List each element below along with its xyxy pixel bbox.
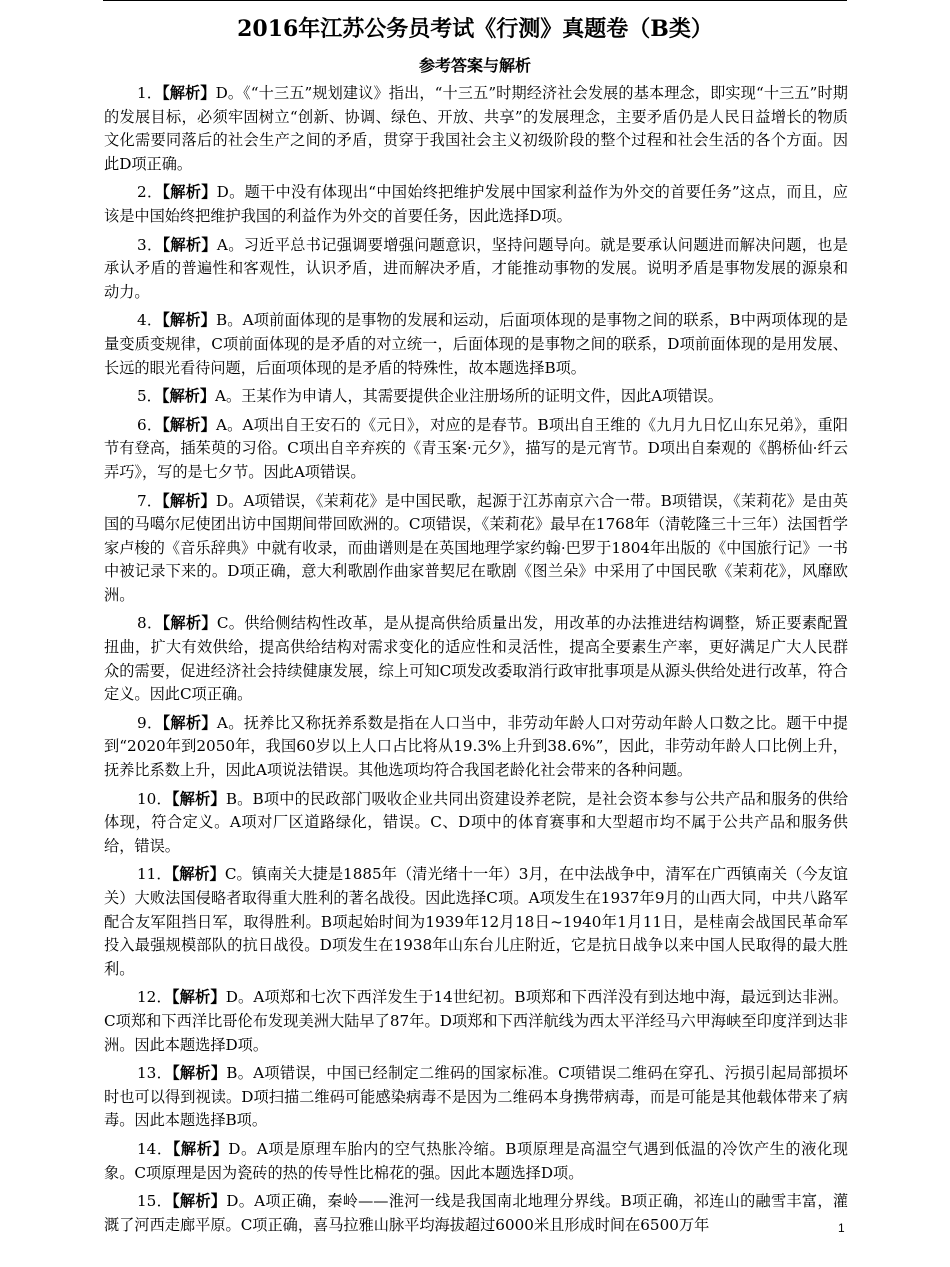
answer-item	[104, 82, 848, 176]
item-tag: 【解析】	[171, 789, 226, 808]
item-tag: 【解析】	[171, 865, 225, 884]
answer-item	[104, 234, 848, 305]
item-text: C。镇南关大捷是1885年（清光绪十一年）3月，在中法战争中，清军在广西镇南关（今友谊关）大败法国侵略者取得重大胜利的著名战役。因此选择C项。A项发生在1937年9月的山西大同，中共八路军配合友军阻挡日军，取得胜利。B项起始时间为1939年12月18日~1940年1月11日，是桂南会战国民革命军投入最强规模部队的抗日战役。D项发生在1938年山东台儿庄附近，它是抗日战争以来中国人民取得的最大胜利。	[104, 865, 848, 978]
item-tag: 【解析】	[172, 1192, 227, 1211]
document-subtitle: 参考答案与解析	[418, 56, 531, 75]
answer-item	[104, 788, 848, 859]
item-text: D。A项错误，《茉莉花》是中国民歌，起源于江苏南京六合一带。B项错误，《茉莉花》是由英国的马噶尔尼使团出访中国期间带回欧洲的。C项错误，《茉莉花》最早在1768年（清乾隆三十三年）法国哲学家卢梭的《音乐辞典》中就有收录，而曲谱则是在英国地理学家约翰·巴罗于1804年出版的《中国旅行记》一书中被记录下来的。D项正确，意大利歌剧作曲家普契尼在歌剧《图兰朵》中采用了中国民歌《茉莉花》，风靡欧洲。	[104, 491, 848, 604]
answer-item	[104, 1062, 848, 1133]
item-tag: 【解析】	[172, 1139, 229, 1158]
item-tag: 【解析】	[171, 988, 226, 1007]
answer-item	[104, 1138, 848, 1185]
item-number: 12．	[137, 988, 172, 1007]
answer-item	[104, 612, 848, 706]
item-number: 14．	[137, 1139, 173, 1158]
item-tag: 【解析】	[161, 387, 216, 406]
item-text: B。A项前面体现的是事物的发展和运动，后面项体现的是事物之间的联系，B中两项体现的是量变质变规律，C项前面体现的是矛盾的对立统一，后面体现的是事物之间的联系，D项前面体现的是用发展、长远的眼光看待问题，后面项体现的是矛盾的特殊性，故本题选择B项。	[104, 311, 848, 377]
item-number: 3．	[137, 235, 163, 254]
answer-item	[104, 712, 848, 783]
item-text: D。A项郑和七次下西洋发生于14世纪初。B项郑和下西洋没有到达地中海，最远到达非洲。C项郑和下西洋比哥伦布发现美洲大陆早了87年。D项郑和下西洋航线为西太平洋经马六甲海峡至印度洋到达非洲。因此本题选择D项。	[104, 988, 848, 1054]
item-number: 7．	[137, 491, 163, 510]
item-number: 6．	[137, 415, 163, 434]
page-number: 1	[838, 1221, 845, 1235]
answer-item	[104, 986, 848, 1057]
item-number: 9．	[137, 713, 163, 732]
item-tag: 【解析】	[162, 84, 216, 102]
item-tag: 【解析】	[162, 713, 217, 732]
item-text: D。《“十三五”规划建议》指出，“十三五”时期经济社会发展的基本理念，即实现“十三五”时期的发展目标，必须牢固树立“创新、协调、绿色、开放、共享”的发展理念，主要矛盾仍是人民日益增长的物质文化需要同落后的社会生产之间的矛盾，贯穿于我国社会主义初级阶段的整个过程和社会生活的各个方面。因此D项正确。	[104, 84, 848, 173]
item-text: D。题干中没有体现出“中国始终把维护发展中国家利益作为外交的首要任务”这点，而且，应该是中国始终把维护我国的利益作为外交的首要任务，因此选择D项。	[104, 183, 848, 225]
item-number: 2．	[137, 183, 163, 202]
item-number: 4．	[137, 311, 163, 330]
item-tag: 【解析】	[162, 491, 216, 510]
item-number: 15．	[137, 1192, 173, 1211]
item-text: A。王某作为申请人，其需要提供企业注册场所的证明文件，因此A项错误。	[215, 387, 723, 406]
item-number: 5．	[137, 387, 162, 406]
answer-list	[104, 82, 848, 1242]
answer-item	[104, 385, 848, 409]
item-text: A。A项出自王安石的《元日》，对应的是春节。B项出自王维的《九月九日忆山东兄弟》，重阳节有登高，插茱萸的习俗。C项出自辛弃疾的《青玉案·元夕》，描写的是元宵节。D项出自秦观的《鹊桥仙·纤云弄巧》，写的是七夕节。因此A项错误。	[104, 415, 848, 481]
item-text: D。A项正确，秦岭——淮河一线是我国南北地理分界线。B项正确，祁连山的融雪丰富，灌溉了河西走廊平原。C项正确，喜马拉雅山脉平均海拔超过6000米且形成时间在6500万年	[104, 1192, 849, 1234]
item-number: 8．	[137, 614, 163, 633]
answer-item	[104, 863, 848, 981]
item-text: A。习近平总书记强调要增强问题意识，坚持问题导向。就是要承认问题进而解决问题，也是承认矛盾的普遍性和客观性，认识矛盾，进而解决矛盾，才能推动事物的发展。说明矛盾是事物发展的源泉和动力。	[104, 235, 848, 301]
item-text: D。A项是原理车胎内的空气热胀冷缩。B项原理是高温空气遇到低温的冷饮产生的液化现象。C项原理是因为瓷砖的热的传导性比棉花的强。因此本题选择D项。	[104, 1139, 848, 1182]
answer-item	[104, 1190, 848, 1237]
answer-item	[104, 181, 848, 228]
item-text: A。抚养比又称抚养系数是指在人口当中，非劳动年龄人口对劳动年龄人口数之比。题干中提到“2020年到2050年，我国60岁以上人口占比将从19.3%上升到38.6%”，因此，非劳动年龄人口比例上升，抚养比系数上升，因此A项说法错误。其他选项均符合我国老龄化社会带来的各种问题。	[104, 713, 848, 780]
answer-item	[104, 414, 848, 485]
answer-item	[104, 309, 848, 380]
item-tag: 【解析】	[162, 614, 217, 633]
item-tag: 【解析】	[172, 1064, 227, 1083]
item-number: 11．	[137, 865, 172, 884]
item-text: C。供给侧结构性改革，是从提高供给质量出发，用改革的办法推进结构调整，矫正要素配置扭曲，扩大有效供给，提高供给结构对需求变化的适应性和灵活性，提高全要素生产率，更好满足广大人民群众的需要，促进经济社会持续健康发展，综上可知C项发改委取消行政审批事项是从源头供给处进行改革，符合定义。因此C项正确。	[104, 614, 848, 704]
item-tag: 【解析】	[162, 183, 217, 202]
answer-item	[104, 490, 848, 608]
item-number: 13．	[137, 1064, 173, 1083]
item-text: B。A项错误，中国已经制定二维码的国家标准。C项错误二维码在穿孔、污损引起局部损坏时也可以得到视读。D项扫描二维码可能感染病毒不是因为二维码本身携带病毒，而是可能是其他载体带来了病毒。因此本题选择B项。	[104, 1064, 848, 1130]
top-rule	[103, 0, 847, 1]
item-text: B。B项中的民政部门吸收企业共同出资建设养老院，是社会资本参与公共产品和服务的供给体现，符合定义。A项对厂区道路绿化，错误。C、D项中的体育赛事和大型超市均不属于公共产品和服务供给，错误。	[104, 789, 849, 855]
document-title: 2016年江苏公务员考试《行测》真题卷（B类）	[237, 16, 713, 42]
item-tag: 【解析】	[162, 415, 216, 434]
item-number: 10．	[137, 789, 172, 808]
item-tag: 【解析】	[162, 235, 217, 254]
item-number: 1．	[137, 84, 163, 102]
item-tag: 【解析】	[162, 311, 216, 330]
